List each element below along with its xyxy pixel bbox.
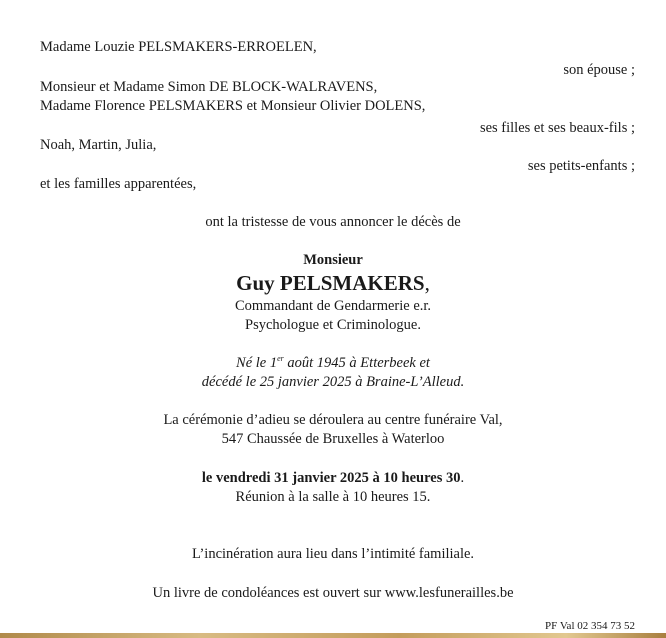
ceremony-line-1: La cérémonie d’adieu se déroulera au centre funéraire Val, (163, 412, 503, 428)
reunion-line: Réunion à la salle à 10 heures 15. (235, 489, 431, 505)
gold-border-bar (0, 633, 666, 638)
ceremony-datetime-line (0, 469, 666, 487)
relation-daughters: ses filles et ses beaux-fils ; (479, 120, 635, 136)
relation-spouse: son épouse ; (563, 62, 635, 78)
birth-prefix: Né le 1 (236, 355, 278, 371)
condolences-line: Un livre de condoléances est ouvert sur www.lesfunerailles.be (152, 585, 514, 601)
family-line-daughter-2: Madame Florence PELSMAKERS et Monsieur Olivier DOLENS, (40, 98, 426, 114)
family-line-daughter-1: Monsieur et Madame Simon DE BLOCK-WALRAVENS, (40, 79, 378, 95)
ceremony-datetime: le vendredi 31 janvier 2025 à 10 heures 30 (201, 470, 461, 486)
family-line-grandchildren: Noah, Martin, Julia, (40, 137, 157, 153)
family-line-spouse: Madame Louzie PELSMAKERS-ERROELEN, (40, 39, 317, 55)
footer-contact: PF Val 02 354 73 52 (545, 620, 635, 632)
deceased-name-line (0, 270, 666, 296)
birth-rest: août 1945 à Etterbeek et (283, 355, 430, 371)
birth-line (0, 354, 666, 372)
deceased-name-suffix: , (424, 271, 430, 295)
ceremony-datetime-suffix: . (460, 470, 465, 486)
family-line-relatives: et les familles apparentées, (40, 176, 197, 192)
incineration-line: L’incinération aura lieu dans l’intimité familiale. (191, 546, 475, 562)
birth-ordinal: er (277, 354, 284, 364)
relation-grandchildren: ses petits-enfants ; (527, 158, 635, 174)
deceased-title: Monsieur (303, 252, 363, 268)
deceased-role-2: Psychologue et Criminologue. (245, 317, 421, 333)
deceased-name: Guy PELSMAKERS (236, 271, 425, 295)
ceremony-line-2: 547 Chaussée de Bruxelles à Waterloo (221, 431, 445, 447)
announcement-text: ont la tristesse de vous annoncer le décès de (205, 214, 461, 230)
death-line: décédé le 25 janvier 2025 à Braine-L’Alleud. (201, 374, 465, 390)
deceased-role-1: Commandant de Gendarmerie e.r. (234, 298, 432, 314)
